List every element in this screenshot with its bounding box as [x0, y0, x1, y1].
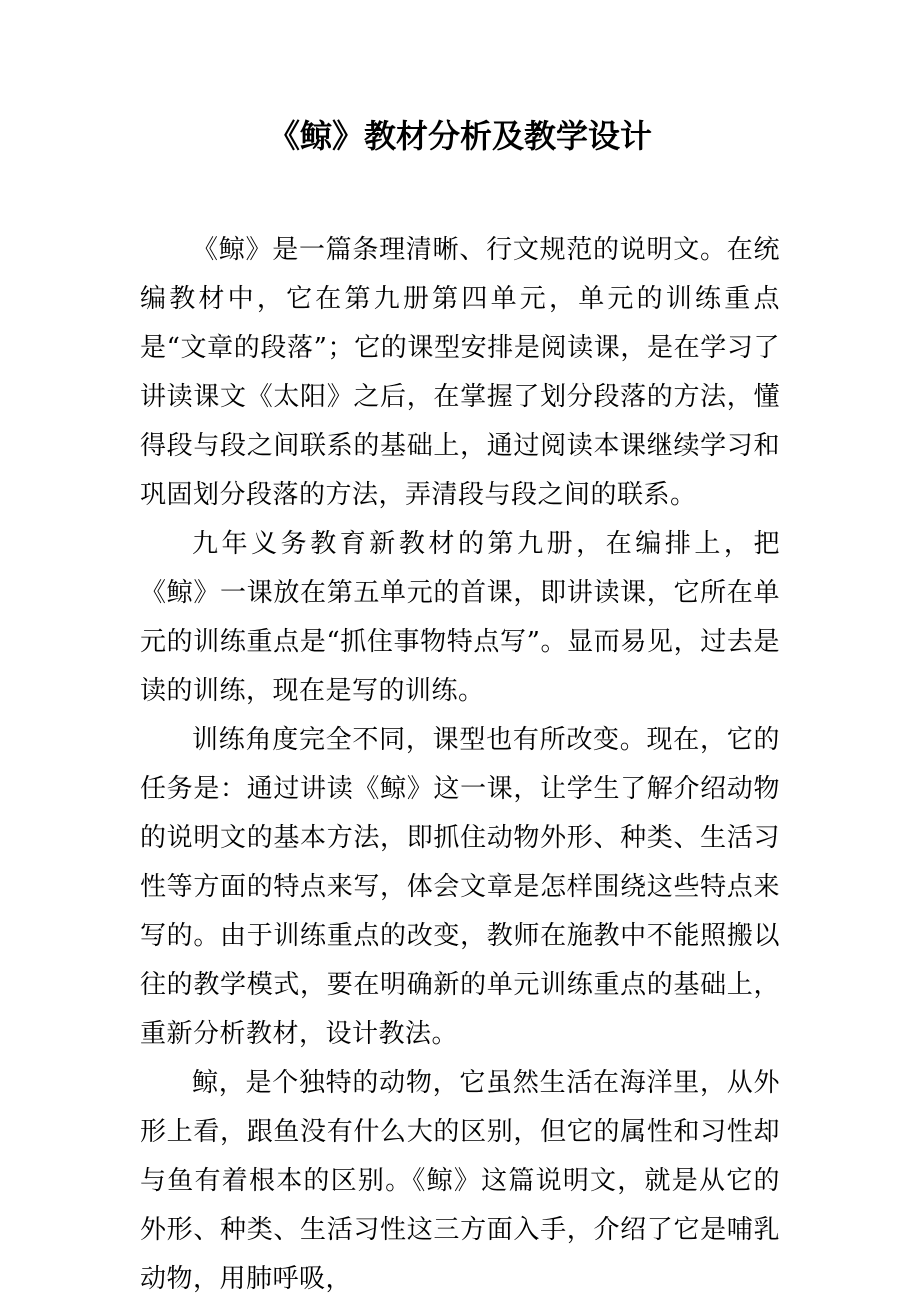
paragraph: 训练角度完全不同，课型也有所改变。现在，它的任务是：通过讲读《鲸》这一课，让学生了解介绍动物的说明文的基本方法，即抓住动物外形、种类、生活习性等方面的特点来写，体会文章是怎样围绕这些特点来写的。由于训练重点的改变，教师在施教中不能照搬以往的教学模式，要在明确新的单元训练重点的基础上，重新分析教材，设计教法。	[140, 725, 780, 1049]
document-title: 《鲸》教材分析及教学设计	[267, 117, 652, 155]
paragraph: 鲸，是个独特的动物，它虽然生活在海洋里，从外形上看，跟鱼没有什么大的区别，但它的属性和习性却与鱼有着根本的区别。《鲸》这篇说明文，就是从它的外形、种类、生活习性这三方面入手，介绍了它是哺乳动物，用肺呼吸，	[140, 1068, 780, 1294]
paragraph: 九年义务教育新教材的第九册，在编排上，把《鲸》一课放在第五单元的首课，即讲读课，它所在单元的训练重点是“抓住事物特点写”。显而易见，过去是读的训练，现在是写的训练。	[140, 529, 780, 706]
document-body	[140, 226, 780, 1304]
paragraph: 《鲸》是一篇条理清晰、行文规范的说明文。在统编教材中，它在第九册第四单元，单元的训练重点是“文章的段落”；它的课型安排是阅读课，是在学习了讲读课文《太阳》之后，在掌握了划分段落的方法，懂得段与段之间联系的基础上，通过阅读本课继续学习和巩固划分段落的方法，弄清段与段之间的联系。	[140, 235, 780, 510]
